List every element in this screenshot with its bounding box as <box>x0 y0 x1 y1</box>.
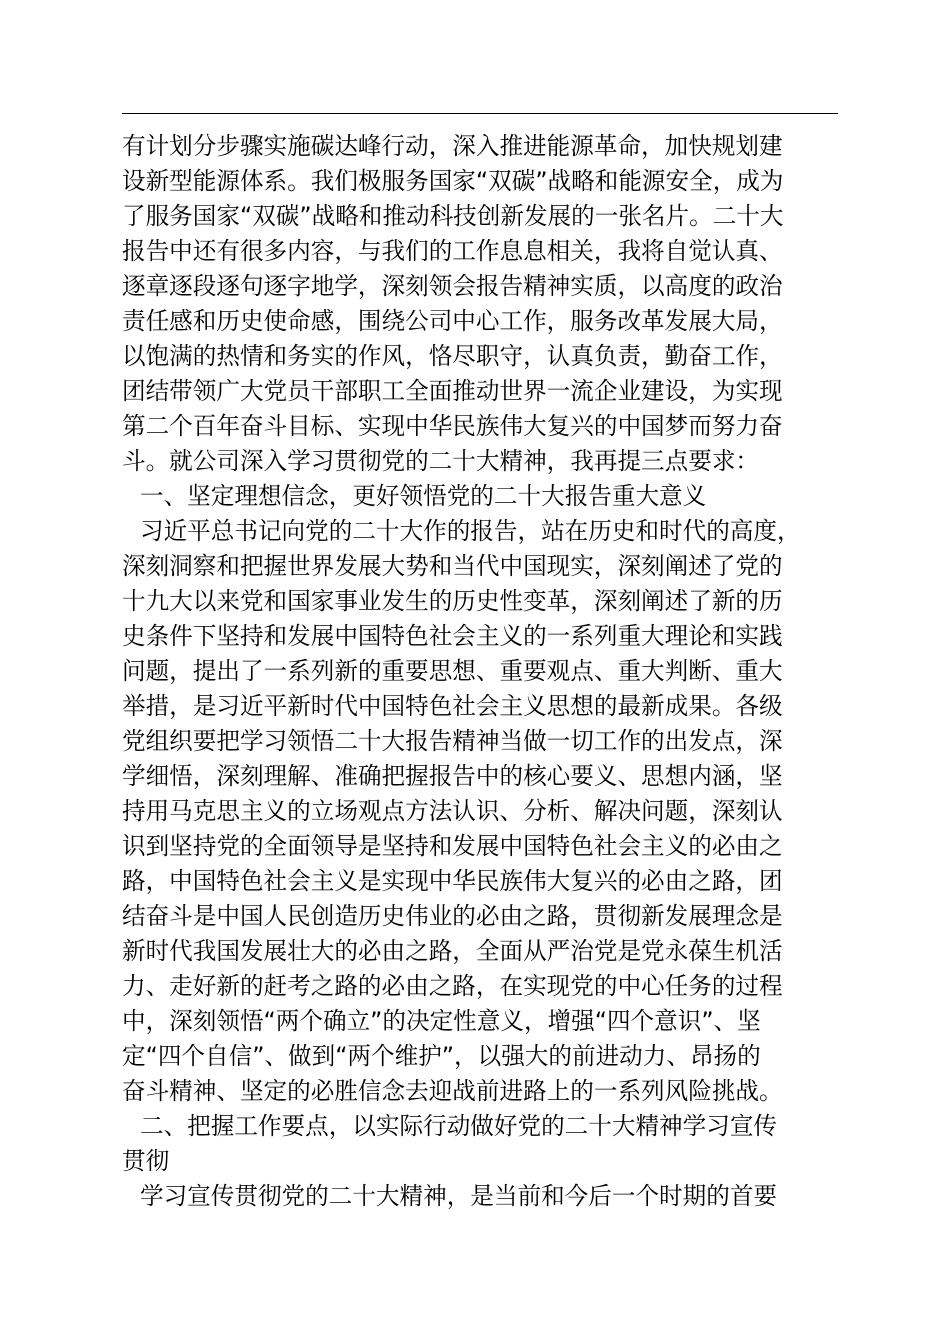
body-text-line: 逐章逐段逐句逐字地学，深刻领会报告精神实质，以高度的政治 <box>122 272 783 300</box>
body-text-line: 十九大以来党和国家事业发生的历史性变革，深刻阐述了新的历 <box>122 587 783 615</box>
body-text-line: 结奋斗是中国人民创造历史伟业的必由之路，贯彻新发展理念是 <box>122 902 783 930</box>
body-text-line: 中，深刻领悟“两个确立”的决定性意义，增强“四个意识”、坚 <box>122 1007 761 1035</box>
body-text-line: 斗。就公司深入学习贯彻党的二十大精神，我再提三点要求： <box>122 447 760 475</box>
body-text-line: 问题，提出了一系列新的重要思想、重要观点、重大判断、重大 <box>122 657 783 685</box>
body-text-line: 新时代我国发展壮大的必由之路，全面从严治党是党永葆生机活 <box>122 937 783 965</box>
body-text-line: 第二个百年奋斗目标、实现中华民族伟大复兴的中国梦而努力奋 <box>122 412 783 440</box>
body-text-line: 识到坚持党的全面领导是坚持和发展中国特色社会主义的必由之 <box>122 832 783 860</box>
paragraph-first-line: 习近平总书记向党的二十大作的报告，站在历史和时代的高度， <box>140 517 801 545</box>
body-text-line: 设新型能源体系。我们极服务国家“双碳”战略和能源安全，成为 <box>122 167 784 195</box>
section-heading-1: 一、坚定理想信念，更好领悟党的二十大报告重大意义 <box>140 482 707 510</box>
header-rule <box>122 113 838 114</box>
body-text-line: 奋斗精神、坚定的必胜信念去迎战前进路上的一系列风险挑战。 <box>122 1077 783 1105</box>
section-heading-2: 二、把握工作要点，以实际行动做好党的二十大精神学习宣传 <box>140 1112 778 1140</box>
body-text-line: 持用马克思主义的立场观点方法认识、分析、解决问题，深刻认 <box>122 797 783 825</box>
body-text-line: 报告中还有很多内容，与我们的工作息息相关，我将自觉认真、 <box>122 237 783 265</box>
body-text-line: 党组织要把学习领悟二十大报告精神当做一切工作的出发点，深 <box>122 727 783 755</box>
body-text-line: 责任感和历史使命感，围绕公司中心工作，服务改革发展大局， <box>122 307 783 335</box>
body-text-line: 定“四个自信”、做到“两个维护”，以强大的前进动力、昂扬的 <box>122 1042 761 1070</box>
body-text-line: 了服务国家“双碳”战略和推动科技创新发展的一张名片。二十大 <box>122 202 784 230</box>
body-text-line: 以饱满的热情和务实的作风，恪尽职守，认真负责，勤奋工作， <box>122 342 783 370</box>
body-text-line: 路，中国特色社会主义是实现中华民族伟大复兴的必由之路，团 <box>122 867 783 895</box>
body-text-line: 团结带领广大党员干部职工全面推动世界一流企业建设，为实现 <box>122 377 783 405</box>
body-text-line: 举措，是习近平新时代中国特色社会主义思想的最新成果。各级 <box>122 692 783 720</box>
body-text-line: 学细悟，深刻理解、准确把握报告中的核心要义、思想内涵，坚 <box>122 762 783 790</box>
body-text-line: 深刻洞察和把握世界发展大势和当代中国现实，深刻阐述了党的 <box>122 552 783 580</box>
body-text-line: 史条件下坚持和发展中国特色社会主义的一系列重大理论和实践 <box>122 622 783 650</box>
section-heading-2-continued: 贯彻 <box>122 1147 170 1175</box>
body-text-line: 有计划分步骤实施碳达峰行动，深入推进能源革命，加快规划建 <box>122 132 783 160</box>
body-text-line: 力、走好新的赶考之路的必由之路，在实现党的中心任务的过程 <box>122 972 783 1000</box>
paragraph-first-line: 学习宣传贯彻党的二十大精神，是当前和今后一个时期的首要 <box>140 1182 778 1210</box>
